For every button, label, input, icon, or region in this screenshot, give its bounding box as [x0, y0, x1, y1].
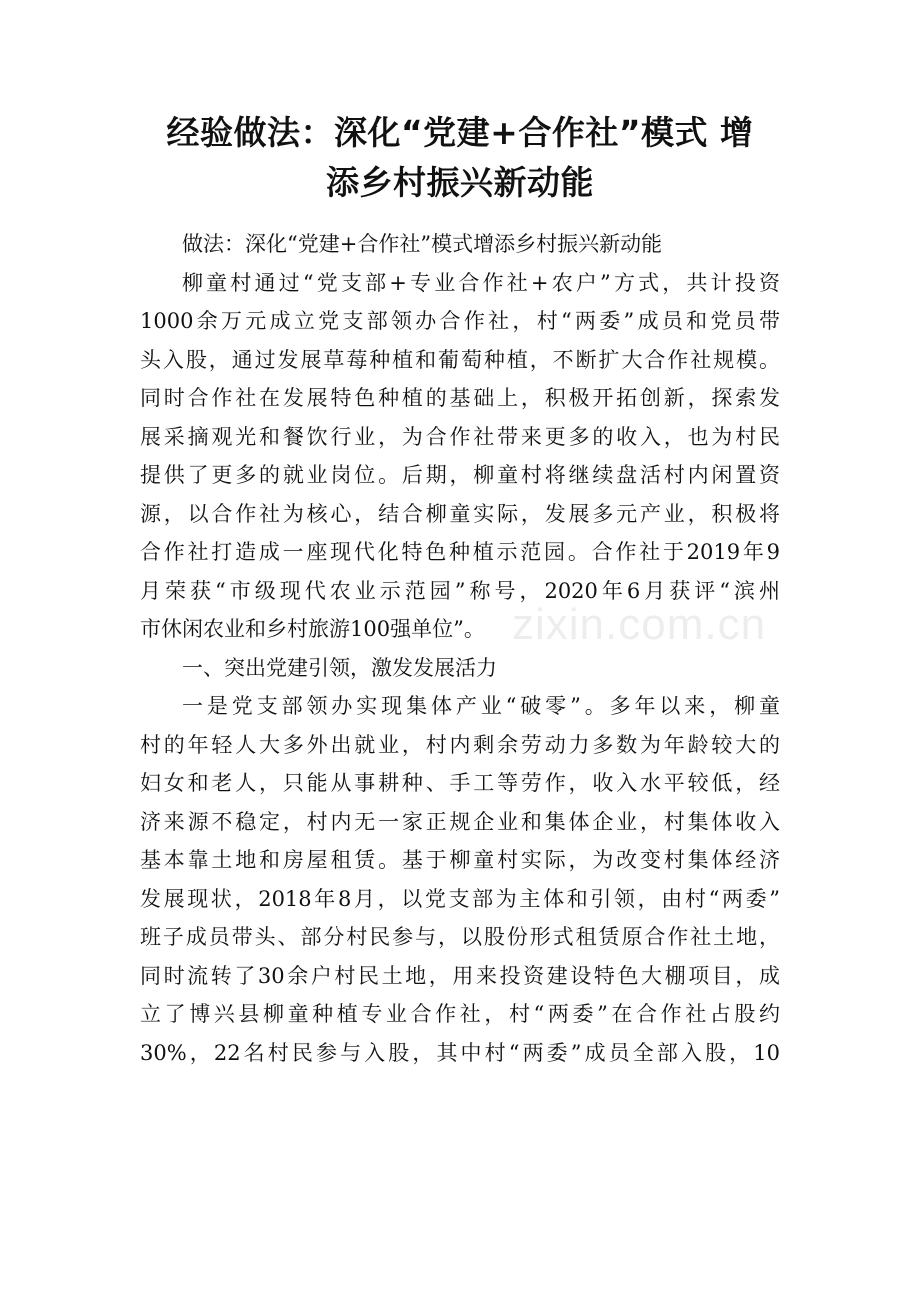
body-line: 柳童村通过“党支部+专业合作社+农户”方式，共计投资	[182, 270, 780, 295]
body-line: 村的年轻人大多外出就业，村内剩余劳动力多数为年龄较大的	[140, 732, 780, 757]
body-line: 基本靠土地和房屋租赁。基于柳童村实际，为改变村集体经济	[140, 848, 780, 872]
body-line: 展采摘观光和餐饮行业，为合作社带来更多的收入，也为村民	[140, 424, 780, 449]
body-line: 同时合作社在发展特色种植的基础上，积极开拓创新，探索发	[140, 386, 780, 410]
body-line: 市休闲农业和乡村旅游100强单位”。	[140, 617, 485, 641]
document-body	[140, 225, 780, 1072]
body-line: 30%，22名村民参与入股，其中村“两委”成员全部入股，10	[140, 1040, 780, 1065]
body-line: 济来源不稳定，村内无一家正规企业和集体企业，村集体收入	[140, 809, 780, 834]
body-line: 提供了更多的就业岗位。后期，柳童村将继续盘活村内闲置资	[140, 463, 780, 487]
body-line: 头入股，通过发展草莓种植和葡萄种植，不断扩大合作社规模。	[140, 347, 780, 372]
body-line: 1000余万元成立党支部领办合作社，村“两委”成员和党员带	[140, 309, 780, 333]
watermark: zixin.com.cn	[512, 600, 767, 649]
body-line: 同时流转了30余户村民土地，用来投资建设特色大棚项目，成	[140, 963, 780, 988]
title-line-2: 添乡村振兴新动能	[326, 163, 594, 202]
body-line: 立了博兴县柳童种植专业合作社，村“两委”在合作社占股约	[140, 1002, 780, 1026]
body-line: 妇女和老人，只能从事耕种、手工等劳作，收入水平较低，经	[140, 771, 780, 795]
body-line: 一是党支部领办实现集体产业“破零”。多年以来，柳童	[182, 694, 780, 718]
subtitle-line: 做法：深化“党建+合作社”模式增添乡村振兴新动能	[182, 232, 663, 256]
body-line: 发展现状，2018年8月，以党支部为主体和引领，由村“两委”	[140, 886, 780, 911]
document-title	[100, 108, 820, 208]
body-line: 源，以合作社为核心，结合柳童实际，发展多元产业，积极将	[140, 501, 780, 526]
title-line-1: 经验做法：深化“党建+合作社”模式 增	[166, 113, 754, 152]
section-heading: 一、突出党建引领，激发发展活力	[182, 655, 497, 680]
body-line: 合作社打造成一座现代化特色种植示范园。合作社于2019年9	[140, 540, 780, 564]
body-line: 月荣获“市级现代农业示范园”称号，2020年6月获评“滨州	[140, 578, 780, 603]
body-line: 班子成员带头、部分村民参与，以股份形式租赁原合作社土地，	[140, 925, 780, 949]
